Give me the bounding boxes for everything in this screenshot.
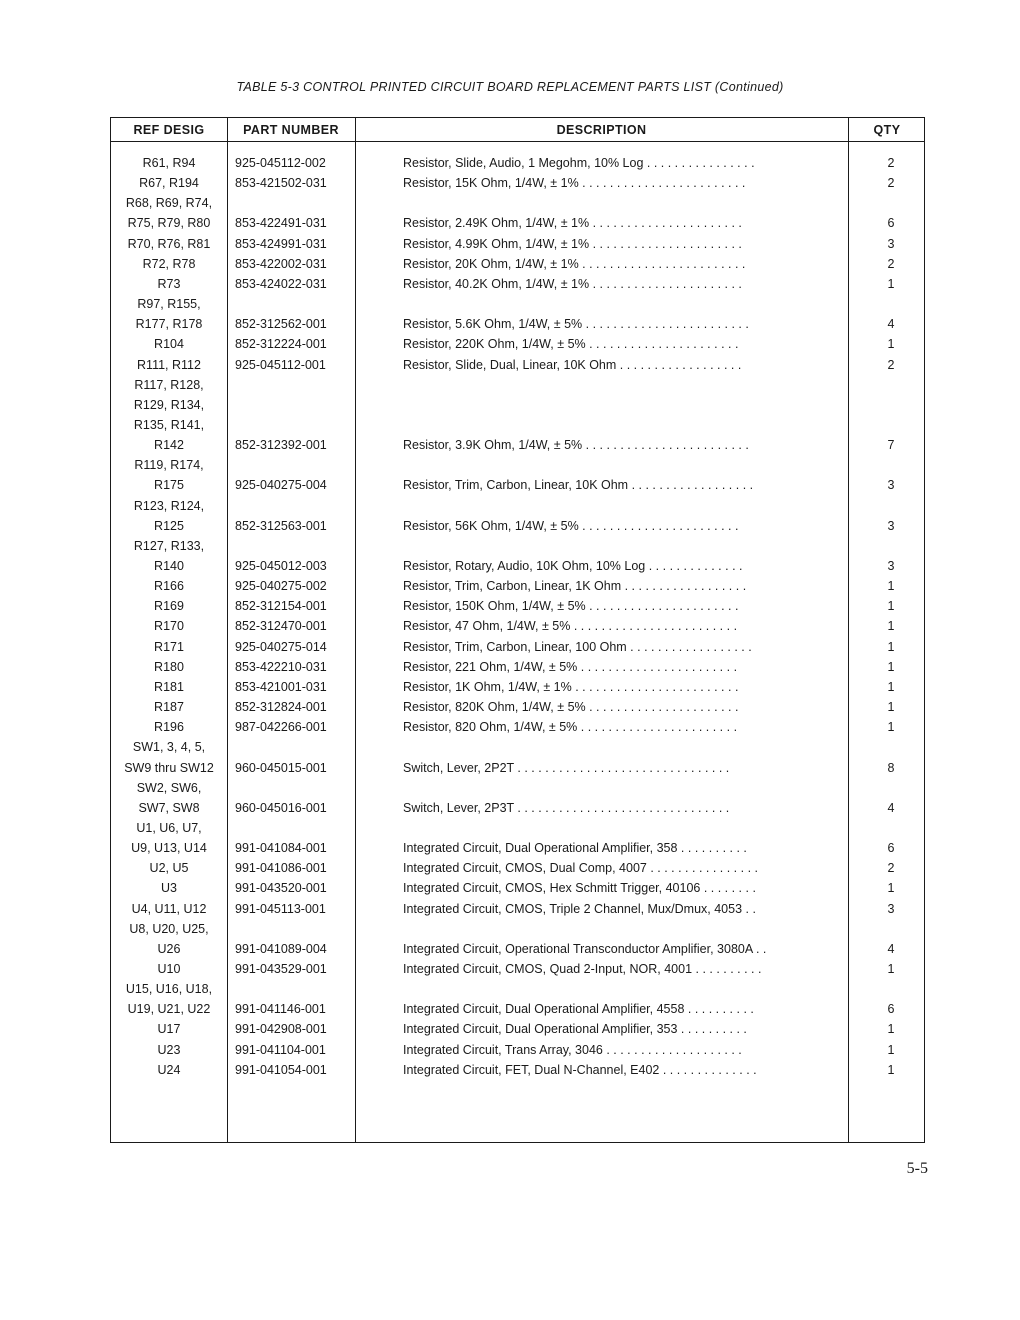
ref-desig-cell: U24 xyxy=(157,1062,181,1077)
qty-cell: 3 xyxy=(887,901,895,916)
description-cell: Resistor, 20K Ohm, 1/4W, ± 1% . . . . . . . . . . . . . . . . . . . . . . . . xyxy=(403,256,746,271)
qty-cell: 1 xyxy=(887,639,895,654)
ref-desig-cell: R135, R141, xyxy=(133,417,205,432)
part-number-cell: 991-041089-004 xyxy=(235,941,327,956)
description-cell: Resistor, 820 Ohm, 1/4W, ± 5% . . . . . . . . . . . . . . . . . . . . . . . xyxy=(403,720,738,735)
description-cell: Integrated Circuit, Dual Operational Amplifier, 353 . . . . . . . . . . xyxy=(403,1022,747,1037)
ref-desig-cell: R117, R128, xyxy=(134,377,204,392)
qty-cell: 1 xyxy=(887,1042,895,1057)
table-row xyxy=(111,173,926,193)
table-row xyxy=(111,475,926,495)
table-row xyxy=(111,1060,926,1080)
part-number-cell: 853-421001-031 xyxy=(235,679,327,694)
description-cell: Resistor, Slide, Dual, Linear, 10K Ohm . . . . . . . . . . . . . . . . . . xyxy=(403,357,742,372)
table-row xyxy=(111,516,926,536)
ref-desig-cell: R177, R178 xyxy=(135,317,203,332)
table-row xyxy=(111,294,926,314)
table-row xyxy=(111,536,926,556)
table-row xyxy=(111,939,926,959)
qty-cell: 3 xyxy=(887,478,895,493)
table-row xyxy=(111,213,926,233)
part-number-cell: 852-312154-001 xyxy=(235,599,327,614)
ref-desig-cell: U4, U11, U12 xyxy=(131,901,207,916)
part-number-cell: 991-042908-001 xyxy=(235,1022,327,1037)
ref-desig-cell: R123, R124, xyxy=(133,498,205,513)
qty-cell: 1 xyxy=(887,1062,895,1077)
table-row xyxy=(111,576,926,596)
part-number-cell: 925-045012-003 xyxy=(235,559,327,573)
header-part-number: PART NUMBER xyxy=(243,123,339,137)
table-row xyxy=(111,858,926,878)
description-cell: Resistor, 2.49K Ohm, 1/4W, ± 1% . . . . . . . . . . . . . . . . . . . . . . xyxy=(403,216,742,231)
ref-desig-cell: SW7, SW8 xyxy=(138,800,200,815)
qty-cell: 1 xyxy=(887,700,895,715)
description-cell: Integrated Circuit, CMOS, Quad 2-Input, NOR, 4001 . . . . . . . . . . xyxy=(403,962,762,976)
qty-cell: 1 xyxy=(887,720,895,735)
table-row xyxy=(111,254,926,274)
table-row xyxy=(111,697,926,717)
part-number-cell: 852-312563-001 xyxy=(235,518,327,533)
part-number-cell: 991-043529-001 xyxy=(235,962,327,976)
qty-cell: 1 xyxy=(887,599,895,614)
description-cell: Integrated Circuit, CMOS, Triple 2 Channel, Mux/Dmux, 4053 . . xyxy=(403,901,756,916)
description-cell: Integrated Circuit, Trans Array, 3046 . . . . . . . . . . . . . . . . . . . . xyxy=(403,1042,742,1057)
header-divider xyxy=(111,141,924,142)
qty-cell: 1 xyxy=(887,881,895,896)
part-number-cell: 991-041104-001 xyxy=(235,1042,326,1057)
ref-desig-cell: U2, U5 xyxy=(149,861,189,876)
ref-desig-cell: SW2, SW6, xyxy=(136,780,202,795)
ref-desig-cell: U10 xyxy=(157,962,181,976)
description-cell: Resistor, 15K Ohm, 1/4W, ± 1% . . . . . . . . . . . . . . . . . . . . . . . . xyxy=(403,176,746,191)
description-cell: Resistor, 40.2K Ohm, 1/4W, ± 1% . . . . . . . . . . . . . . . . . . . . . . xyxy=(403,276,742,291)
ref-desig-cell: R170 xyxy=(154,619,184,634)
table-row xyxy=(111,818,926,838)
table-row xyxy=(111,455,926,475)
qty-cell: 2 xyxy=(887,176,895,191)
part-number-cell: 960-045016-001 xyxy=(235,800,327,815)
part-number-cell: 925-045112-001 xyxy=(235,357,326,372)
part-number-cell: 852-312562-001 xyxy=(235,317,327,332)
header-description: DESCRIPTION xyxy=(556,123,647,137)
part-number-cell: 960-045015-001 xyxy=(235,760,327,775)
description-cell: Resistor, Trim, Carbon, Linear, 1K Ohm . . . . . . . . . . . . . . . . . . xyxy=(403,579,747,594)
table-row xyxy=(111,798,926,818)
description-cell: Integrated Circuit, Dual Operational Amplifier, 4558 . . . . . . . . . . xyxy=(403,1002,754,1017)
table-row xyxy=(111,596,926,616)
part-number-cell: 991-045113-001 xyxy=(235,901,326,916)
part-number-cell: 852-312470-001 xyxy=(235,619,327,634)
table-row xyxy=(111,778,926,798)
part-number-cell: 853-421502-031 xyxy=(235,176,327,191)
table-row xyxy=(111,878,926,898)
header-ref-desig: REF DESIG xyxy=(133,123,205,137)
table-row xyxy=(111,637,926,657)
ref-desig-cell: R104 xyxy=(154,337,184,352)
part-number-cell: 991-041054-001 xyxy=(235,1062,327,1077)
description-cell: Integrated Circuit, FET, Dual N-Channel, E402 . . . . . . . . . . . . . . xyxy=(403,1062,757,1077)
table-row xyxy=(111,314,926,334)
header-qty: QTY xyxy=(873,123,901,137)
table-row xyxy=(111,919,926,939)
table-row xyxy=(111,1040,926,1060)
ref-desig-cell: U15, U16, U18, xyxy=(125,982,213,997)
ref-desig-cell: U17 xyxy=(157,1022,181,1037)
table-row xyxy=(111,435,926,455)
description-cell: Resistor, Slide, Audio, 1 Megohm, 10% Log . . . . . . . . . . . . . . . . xyxy=(403,156,755,170)
ref-desig-cell: R180 xyxy=(154,659,184,674)
qty-cell: 1 xyxy=(887,619,895,634)
part-number-cell: 852-312824-001 xyxy=(235,700,327,715)
description-cell: Resistor, Rotary, Audio, 10K Ohm, 10% Log . . . . . . . . . . . . . . xyxy=(403,559,743,573)
part-number-cell: 853-424991-031 xyxy=(235,236,327,251)
ref-desig-cell: R67, R194 xyxy=(139,176,199,191)
ref-desig-cell: R142 xyxy=(154,438,184,453)
ref-desig-cell: R73 xyxy=(157,276,181,291)
ref-desig-cell: R72, R78 xyxy=(142,256,196,271)
description-cell: Resistor, 4.99K Ohm, 1/4W, ± 1% . . . . . . . . . . . . . . . . . . . . . . xyxy=(403,236,742,251)
part-number-cell: 991-041146-001 xyxy=(235,1002,326,1017)
table-title: TABLE 5-3 CONTROL PRINTED CIRCUIT BOARD REPLACEMENT PARTS LIST (Continued) xyxy=(236,80,784,94)
qty-cell: 6 xyxy=(887,1002,895,1017)
part-number-cell: 925-040275-002 xyxy=(235,579,327,594)
table-row xyxy=(111,979,926,999)
description-cell: Integrated Circuit, Dual Operational Amplifier, 358 . . . . . . . . . . xyxy=(403,841,747,856)
table-row xyxy=(111,1019,926,1039)
qty-cell: 1 xyxy=(887,579,895,594)
table-row xyxy=(111,737,926,757)
table-row xyxy=(111,496,926,516)
ref-desig-cell: R75, R79, R80 xyxy=(127,216,211,231)
description-cell: Resistor, 56K Ohm, 1/4W, ± 5% . . . . . . . . . . . . . . . . . . . . . . . xyxy=(403,518,739,533)
ref-desig-cell: U9, U13, U14 xyxy=(131,841,207,856)
part-number-cell: 925-040275-014 xyxy=(235,639,327,654)
ref-desig-cell: R196 xyxy=(154,720,184,735)
description-cell: Resistor, 3.9K Ohm, 1/4W, ± 5% . . . . . . . . . . . . . . . . . . . . . . . . xyxy=(403,438,749,453)
qty-cell: 4 xyxy=(887,800,895,815)
ref-desig-cell: U1, U6, U7, xyxy=(136,820,202,835)
table-row xyxy=(111,415,926,435)
description-cell: Resistor, Trim, Carbon, Linear, 10K Ohm . . . . . . . . . . . . . . . . . . xyxy=(403,478,754,493)
qty-cell: 8 xyxy=(887,760,895,775)
description-cell: Integrated Circuit, CMOS, Hex Schmitt Trigger, 40106 . . . . . . . . xyxy=(403,881,756,896)
qty-cell: 2 xyxy=(887,861,895,876)
table-row xyxy=(111,717,926,737)
ref-desig-cell: R119, R174, xyxy=(134,458,204,473)
qty-cell: 7 xyxy=(887,438,895,453)
ref-desig-cell: R70, R76, R81 xyxy=(127,236,211,251)
ref-desig-cell: R175 xyxy=(154,478,184,493)
qty-cell: 1 xyxy=(887,679,895,694)
ref-desig-cell: SW1, 3, 4, 5, xyxy=(132,740,206,755)
description-cell: Resistor, 5.6K Ohm, 1/4W, ± 5% . . . . . . . . . . . . . . . . . . . . . . . . xyxy=(403,317,749,332)
part-number-cell: 853-422002-031 xyxy=(235,256,327,271)
qty-cell: 2 xyxy=(887,357,895,372)
part-number-cell: 852-312224-001 xyxy=(235,337,327,352)
description-cell: Resistor, 1K Ohm, 1/4W, ± 1% . . . . . . . . . . . . . . . . . . . . . . . . xyxy=(403,679,739,694)
description-cell: Resistor, 47 Ohm, 1/4W, ± 5% . . . . . . . . . . . . . . . . . . . . . . . . xyxy=(403,619,738,634)
part-number-cell: 925-040275-004 xyxy=(235,478,327,493)
part-number-cell: 991-041086-001 xyxy=(235,861,327,876)
part-number-cell: 991-041084-001 xyxy=(235,841,327,856)
table-row xyxy=(111,375,926,395)
qty-cell: 1 xyxy=(887,962,895,976)
part-number-cell: 925-045112-002 xyxy=(235,156,326,170)
description-cell: Resistor, Trim, Carbon, Linear, 100 Ohm . . . . . . . . . . . . . . . . . . xyxy=(403,639,752,654)
ref-desig-cell: R129, R134, xyxy=(133,397,205,412)
ref-desig-cell: SW9 thru SW12 xyxy=(124,760,214,775)
part-number-cell: 991-043520-001 xyxy=(235,881,327,896)
part-number-cell: 987-042266-001 xyxy=(235,720,327,735)
ref-desig-cell: R61, R94 xyxy=(142,156,196,170)
page-number: 5-5 xyxy=(906,1160,928,1177)
qty-cell: 2 xyxy=(887,256,895,271)
qty-cell: 2 xyxy=(887,156,895,170)
qty-cell: 4 xyxy=(887,317,895,332)
ref-desig-cell: U3 xyxy=(161,881,177,896)
description-cell: Switch, Lever, 2P2T . . . . . . . . . . . . . . . . . . . . . . . . . . . . . . . xyxy=(403,760,730,775)
ref-desig-cell: R68, R69, R74, xyxy=(125,196,213,211)
part-number-cell: 853-422210-031 xyxy=(235,659,327,674)
description-cell: Resistor, 150K Ohm, 1/4W, ± 5% . . . . . . . . . . . . . . . . . . . . . . xyxy=(403,599,739,614)
table-row xyxy=(111,334,926,354)
description-cell: Resistor, 820K Ohm, 1/4W, ± 5% . . . . . . . . . . . . . . . . . . . . . . xyxy=(403,700,739,715)
table-row xyxy=(111,899,926,919)
description-cell: Integrated Circuit, Operational Transconductor Amplifier, 3080A . . xyxy=(403,941,767,956)
qty-cell: 3 xyxy=(887,559,895,573)
qty-cell: 3 xyxy=(887,236,895,251)
ref-desig-cell: U26 xyxy=(157,941,181,956)
part-number-cell: 852-312392-001 xyxy=(235,438,327,453)
table-row xyxy=(111,193,926,213)
ref-desig-cell: U19, U21, U22 xyxy=(127,1002,211,1017)
description-cell: Resistor, 221 Ohm, 1/4W, ± 5% . . . . . . . . . . . . . . . . . . . . . . . xyxy=(403,659,738,674)
parts-table xyxy=(110,117,925,1143)
ref-desig-cell: R140 xyxy=(154,559,184,573)
table-row xyxy=(111,657,926,677)
part-number-cell: 853-422491-031 xyxy=(235,216,327,231)
table-row xyxy=(111,758,926,778)
part-number-cell: 853-424022-031 xyxy=(235,276,327,291)
table-row xyxy=(111,838,926,858)
ref-desig-cell: R187 xyxy=(154,700,184,715)
table-row xyxy=(111,616,926,636)
table-row xyxy=(111,153,926,173)
description-cell: Switch, Lever, 2P3T . . . . . . . . . . . . . . . . . . . . . . . . . . . . . . . xyxy=(403,800,730,815)
table-row xyxy=(111,274,926,294)
ref-desig-cell: R97, R155, xyxy=(137,297,201,312)
table-row xyxy=(111,999,926,1019)
table-row xyxy=(111,959,926,979)
ref-desig-cell: U8, U20, U25, xyxy=(129,921,209,936)
ref-desig-cell: R169 xyxy=(154,599,184,614)
ref-desig-cell: R111, R112 xyxy=(137,357,201,372)
description-cell: Resistor, 220K Ohm, 1/4W, ± 5% . . . . . . . . . . . . . . . . . . . . . . xyxy=(403,337,739,352)
ref-desig-cell: R125 xyxy=(154,518,184,533)
table-row xyxy=(111,556,926,576)
qty-cell: 1 xyxy=(887,659,895,674)
ref-desig-cell: R181 xyxy=(154,679,184,694)
qty-cell: 1 xyxy=(887,1022,895,1037)
description-cell: Integrated Circuit, CMOS, Dual Comp, 4007 . . . . . . . . . . . . . . . . xyxy=(403,861,758,876)
table-row xyxy=(111,234,926,254)
qty-cell: 6 xyxy=(887,841,895,856)
table-row xyxy=(111,395,926,415)
ref-desig-cell: U23 xyxy=(157,1042,181,1057)
qty-cell: 4 xyxy=(887,941,895,956)
table-row xyxy=(111,355,926,375)
table-row xyxy=(111,677,926,697)
qty-cell: 1 xyxy=(887,276,895,291)
qty-cell: 6 xyxy=(887,216,895,231)
ref-desig-cell: R127, R133, xyxy=(133,538,205,553)
ref-desig-cell: R166 xyxy=(154,579,184,594)
ref-desig-cell: R171 xyxy=(154,639,184,654)
qty-cell: 3 xyxy=(887,518,895,533)
qty-cell: 1 xyxy=(887,337,895,352)
